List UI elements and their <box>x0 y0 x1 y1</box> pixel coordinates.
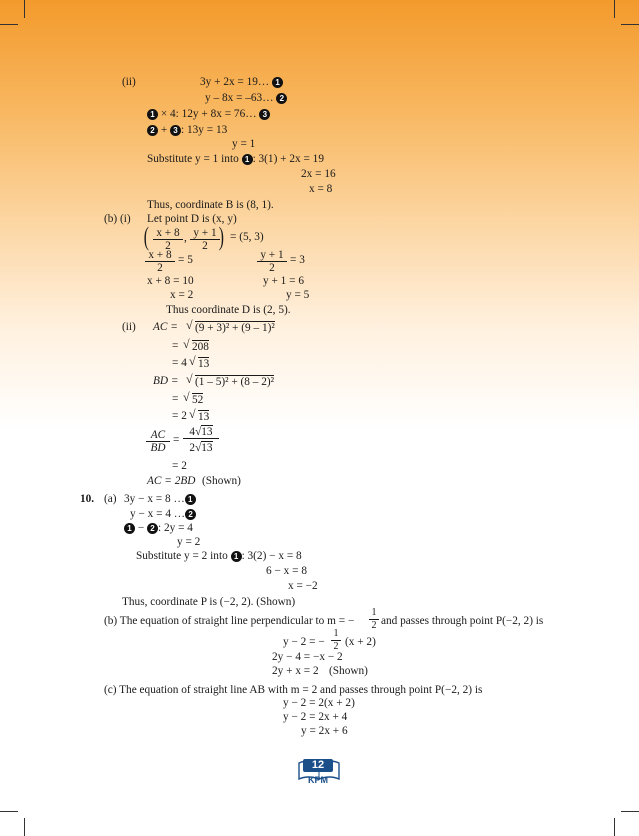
fraction-numerator: x + 8 <box>153 227 183 240</box>
equation-line: y − 2 = 2(x + 2) <box>283 697 355 709</box>
equation-line: y + 1 = 6 <box>263 275 304 287</box>
equation-line: 6 − x = 8 <box>266 565 307 577</box>
fraction-numerator: 4√13 <box>183 426 219 439</box>
equation-line: 2x = 16 <box>301 168 336 180</box>
circled-number-1: 1 <box>185 494 196 505</box>
circled-number-2: 2 <box>276 93 287 104</box>
circled-number-1: 1 <box>231 551 242 562</box>
equation-line: BD = <box>153 375 179 387</box>
conclusion-line: Thus, coordinate B is (8, 1). <box>147 199 274 211</box>
coefficient: 4 <box>189 426 196 438</box>
equation-line: = 5 <box>178 254 193 266</box>
equation-line: = 2 <box>172 460 187 472</box>
radicand: 52 <box>192 394 204 406</box>
equation-line: x = −2 <box>288 580 318 592</box>
coefficient: 2 <box>189 442 196 454</box>
equation-line <box>124 493 196 506</box>
equation-text: : 3(1) + 2x = 19 <box>252 153 324 165</box>
fraction <box>183 426 219 454</box>
equation-line: y = 5 <box>286 289 310 301</box>
equation-line: AC = 2BD <box>147 475 196 487</box>
question-text: and passes through point P(−2, 2) is <box>381 615 544 627</box>
equation-line <box>130 508 196 521</box>
equation-text: 3y + 2x = 19… <box>200 76 270 88</box>
equation-line: 2y − 4 = −x − 2 <box>272 651 343 663</box>
fraction-numerator: y + 1 <box>257 249 287 262</box>
equation-line: = 3 <box>290 254 305 266</box>
equation-line <box>147 108 270 121</box>
fraction-numerator: AC <box>146 429 170 442</box>
crop-mark <box>24 818 25 836</box>
equation-text: Substitute y = 1 into <box>147 153 239 165</box>
shown-tag: (Shown) <box>202 475 241 487</box>
shown-tag: (Shown) <box>329 665 368 677</box>
equation-line: y − 2 = − <box>283 636 325 648</box>
crop-mark <box>614 0 615 18</box>
fraction <box>145 249 175 274</box>
equation-line: Let point D is (x, y) <box>147 213 237 225</box>
fraction-numerator: x + 8 <box>145 249 175 262</box>
fraction <box>369 607 379 632</box>
radicand: 13 <box>201 442 213 454</box>
circled-number-1: 1 <box>147 109 158 120</box>
question-text: (c) The equation of straight line AB with m = 2 and passes through point P(−2, 2) is <box>104 684 483 696</box>
publisher-label: KPM <box>308 775 328 785</box>
circled-number-2: 2 <box>147 125 158 136</box>
equation-text: y – 8x = –63… <box>205 92 274 104</box>
radical-sign: √ <box>186 372 193 386</box>
radicand: 13 <box>201 426 213 438</box>
radicand: 13 <box>198 358 210 370</box>
equation-line: 2y + x = 2 <box>272 665 319 677</box>
crop-mark <box>621 811 639 812</box>
equation-line: y − 2 = 2x + 4 <box>283 711 348 723</box>
fraction-denominator: 2√13 <box>189 442 213 454</box>
fraction <box>331 628 341 653</box>
equation-line <box>200 76 283 89</box>
question-text: (b) The equation of straight line perpendicular to m = − <box>104 615 355 627</box>
comma: , <box>184 232 187 244</box>
question-number: 10. <box>80 493 95 505</box>
equation-line <box>147 153 324 166</box>
circled-number-2: 2 <box>147 523 158 534</box>
equation-line: x = 2 <box>170 289 194 301</box>
radicand: (1 – 5)² + (8 – 2)² <box>195 376 275 388</box>
equation-text: : 13y = 13 <box>181 124 228 136</box>
fraction-denominator: 2 <box>269 262 275 274</box>
fraction-denominator: 2 <box>157 262 163 274</box>
equation-text: − <box>137 522 145 534</box>
conclusion-line: Thus, coordinate P is (−2, 2). (Shown) <box>122 596 296 608</box>
equation-line: = <box>173 434 180 446</box>
part-label: (b) (i) <box>104 213 131 225</box>
crop-mark <box>614 818 615 836</box>
radicand: 208 <box>192 341 209 353</box>
conclusion-line: Thus coordinate D is (2, 5). <box>166 304 291 316</box>
radicand: 13 <box>198 411 210 423</box>
radical-sign: √ <box>189 407 196 421</box>
equation-line: AC = <box>153 321 178 333</box>
circled-number-2: 2 <box>185 509 196 520</box>
equation-line: = <box>172 393 179 405</box>
right-parenthesis: ) <box>218 222 224 251</box>
equation-text: × 4: 12y + 8x = 76… <box>160 108 257 120</box>
equation-text: + <box>160 124 168 136</box>
left-parenthesis: ( <box>143 222 149 251</box>
circled-number-1: 1 <box>272 77 283 88</box>
part-label: (a) <box>104 493 117 505</box>
fraction <box>190 227 220 252</box>
equation-line: (x + 2) <box>345 636 376 648</box>
equation-line: = <box>172 340 179 352</box>
fraction-denominator: BD <box>150 442 166 454</box>
equation-line <box>136 550 302 563</box>
equation-line: y = 1 <box>232 138 256 150</box>
part-label: (ii) <box>122 321 136 333</box>
equation-line: y = 2 <box>177 536 201 548</box>
fraction-denominator: 2 <box>371 620 377 631</box>
equation-line: x = 8 <box>309 183 333 195</box>
page-number: 12 <box>303 759 333 772</box>
circled-number-3: 3 <box>259 109 270 120</box>
equation-text: 3y − x = 8 … <box>124 493 185 505</box>
equation-line: = 4 <box>172 357 187 369</box>
fraction-numerator: y + 1 <box>190 227 220 240</box>
equation-line <box>124 522 193 535</box>
equation-line: = 2 <box>172 410 187 422</box>
radical-sign: √ <box>183 337 190 351</box>
equation-line: y = 2x + 6 <box>301 725 348 737</box>
equation-text: : 3(2) − x = 8 <box>241 550 302 562</box>
equation-text: : 2y = 4 <box>158 522 193 534</box>
radical-sign: √ <box>189 354 196 368</box>
equation-line <box>147 124 227 137</box>
circled-number-1: 1 <box>124 523 135 534</box>
fraction-numerator: 1 <box>331 628 341 641</box>
fraction-numerator: 1 <box>369 607 379 620</box>
crop-mark <box>621 24 639 25</box>
equation-text: Substitute y = 2 into <box>136 550 228 562</box>
part-label: (ii) <box>122 76 136 88</box>
fraction-denominator: 2 <box>333 641 339 652</box>
equation-line <box>205 92 287 105</box>
fraction <box>146 429 170 454</box>
crop-mark <box>0 811 18 812</box>
circled-number-3: 3 <box>170 125 181 136</box>
equation-line: x + 8 = 10 <box>147 275 194 287</box>
equation-text: y − x = 4 … <box>130 508 186 520</box>
fraction <box>257 249 287 274</box>
crop-mark <box>0 24 18 25</box>
radical-sign: √ <box>186 318 193 332</box>
crop-mark <box>24 0 25 18</box>
fraction-denominator: 2 <box>202 240 208 252</box>
radical-sign: √ <box>183 390 190 404</box>
radicand: (9 + 3)² + (9 – 1)² <box>195 322 275 334</box>
equation-line: = (5, 3) <box>230 231 264 243</box>
circled-number-1: 1 <box>242 154 253 165</box>
fraction-denominator: 2 <box>165 240 171 252</box>
